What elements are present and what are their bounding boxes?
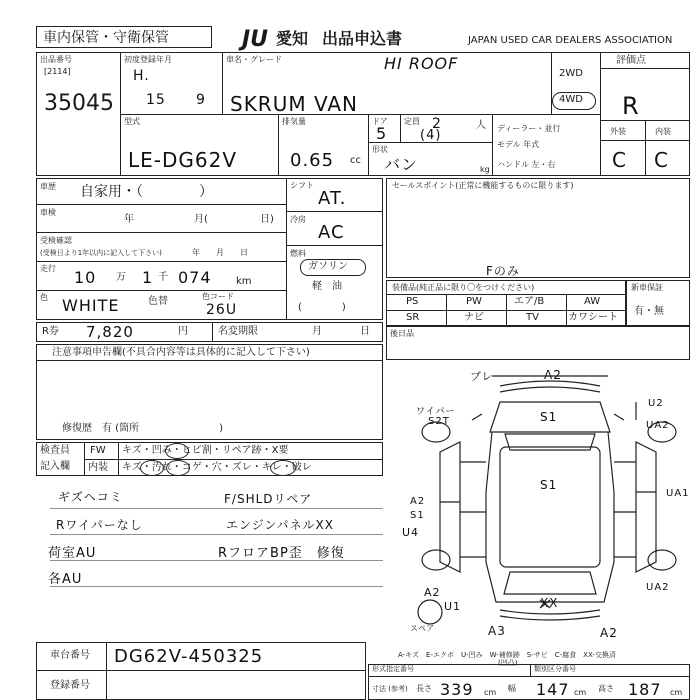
association-name: JAPAN USED CAR DEALERS ASSOCIATION (468, 35, 673, 46)
inspector-int-label: 内装 (88, 462, 108, 473)
lot-label: 出品番号 (40, 55, 72, 64)
model-name: SKRUM VAN (230, 92, 359, 116)
capacity-unit: 人 (476, 120, 486, 131)
width-label: 幅 (508, 684, 516, 693)
shape-number-label: 形式指定番号 (372, 665, 414, 673)
repair-history: 修復歴 有 (箇所 ) (62, 423, 223, 434)
mark-a2-left: A2 (410, 496, 426, 507)
fuel-label: 燃料 (290, 249, 306, 258)
rating-score: R (622, 92, 640, 120)
inspection-month: 月( (194, 214, 208, 225)
capacity-label: 定員 (404, 117, 420, 126)
reg-number-label: 登録番号 (50, 680, 90, 691)
remark-left-2: Rワイパーなし (56, 518, 143, 532)
length-label: 長さ (416, 684, 432, 693)
body-outline (486, 432, 614, 602)
height-value: 187 (628, 680, 662, 699)
rear-items-label: 後日品 (390, 329, 414, 338)
color-change: 色替 (148, 296, 168, 307)
color-value: WHITE (62, 296, 120, 315)
receive-label: 受検確認 (40, 236, 72, 245)
chassis-value: DG62V-450325 (114, 646, 264, 667)
brand-logo: JU (242, 27, 269, 52)
drive-4wd: 4WD (559, 94, 583, 105)
chassis-label: 車台番号 (50, 650, 90, 661)
handle-label: ハンドル 左・右 (497, 160, 556, 169)
displacement-unit: cc (350, 155, 361, 166)
name-change-month: 月 (312, 326, 322, 337)
ac-value: AC (318, 222, 345, 243)
inspection-year: 年 (124, 214, 134, 225)
shift-value: AT. (318, 188, 347, 209)
registration-month: 9 (196, 92, 206, 108)
equipment-label: 装備品(純正品に限り〇をつけください) (392, 283, 535, 292)
equipment-seat: カワシート (568, 312, 618, 323)
usage-label: 車歴 (40, 182, 56, 191)
mileage-rest: 074 (178, 268, 212, 287)
equipment-pw: PW (466, 296, 482, 307)
r-ticket-unit: 円 (178, 326, 188, 337)
rating-ext: C (612, 148, 627, 172)
displacement-label: 排気量 (282, 117, 306, 126)
color-code: 26U (206, 302, 238, 318)
usage-value: 自家用・（ ） (80, 184, 213, 200)
fw-mark-circle (165, 443, 189, 459)
lot-sub: [2114] (44, 67, 71, 76)
remark-right-3: RフロアBP歪 修復 (218, 546, 345, 561)
roof (500, 447, 600, 567)
equipment-navi: ナビ (464, 312, 484, 323)
equipment-sr: SR (406, 312, 420, 323)
new-car-value: 有・無 (634, 306, 664, 317)
int-mark-circle-1 (140, 460, 164, 476)
mark-s1-top: S1 (540, 410, 558, 424)
mark-s1-left: S1 (410, 510, 425, 521)
mark-u2-right: U2 (648, 398, 664, 409)
capacity-kg: kg (480, 165, 490, 174)
doors-value: 5 (376, 124, 388, 143)
width-unit: cm (574, 688, 587, 697)
r-ticket-value: 7,820 (86, 323, 134, 341)
inspection-label: 車検 (40, 208, 56, 217)
diagram-legend-2: (凹凸) (498, 659, 518, 667)
remark-left-1: ギズヘコミ (58, 490, 123, 504)
mark-s2t: S2T (428, 416, 450, 427)
int-mark-circle-2 (166, 460, 190, 476)
equipment-aw: AW (584, 296, 601, 307)
length-unit: cm (484, 688, 497, 697)
wheel-rear-right (648, 550, 676, 570)
remark-right-1: F/SHLDリペア (224, 492, 313, 506)
diagram-legend: A-キズ E-エクボ U-凹み W-補修跡 S-サビ C-腐食 XX-交換済 (398, 651, 616, 659)
new-car-label: 新車保証 (631, 283, 663, 292)
equipment-airbag: エア/B (514, 296, 545, 307)
height-unit: cm (670, 688, 683, 697)
color-label: 色 (40, 293, 48, 302)
color-code-label: 色コード (202, 292, 234, 301)
inspector-fw: FW (90, 445, 106, 456)
height-label: 高さ (598, 684, 614, 693)
r-ticket-label: R券 (42, 326, 59, 337)
custody-label: 車内保管・守衛保管 (43, 30, 169, 46)
registration-era: H. (133, 68, 150, 84)
mark-ua2-lower: UA2 (646, 582, 670, 593)
form-title: 出品申込書 (322, 29, 403, 48)
lot-number: 35045 (44, 91, 114, 116)
model-label: 車名・グレード (226, 55, 282, 64)
shift-label: シフト (290, 181, 314, 190)
fuel-gas: ガソリン (308, 261, 348, 272)
fuel-diesel: 軽 油 (312, 281, 342, 292)
rating-int: C (654, 148, 669, 172)
rating-int-label: 内装 (655, 127, 671, 136)
class-number-label: 類別区分番号 (534, 665, 576, 673)
sales-point-label: セールスポイント(正常に機能するものに限ります) (392, 181, 574, 190)
mark-s1-mid: S1 (540, 478, 558, 492)
type-label: 型式 (124, 117, 140, 126)
mark-u1: U1 (444, 600, 462, 613)
mileage-thousands: 1 (142, 268, 154, 287)
name-change-day: 日 (360, 326, 370, 337)
dealer-label: ディーラー・並行 (497, 124, 561, 133)
mark-ua2-right: UA2 (646, 420, 670, 431)
sales-point-section (386, 178, 690, 278)
wheel-rear-left (422, 550, 450, 570)
spare-label: スペア (410, 624, 434, 633)
drive-2wd: 2WD (559, 68, 583, 79)
mark-a2-bottom: A2 (600, 626, 618, 640)
mileage-man: 10 (74, 268, 97, 287)
rear-bumper (500, 610, 600, 614)
mileage-label: 走行 (40, 264, 56, 273)
shape-value: バン (384, 155, 419, 174)
mark-top-a2: A2 (544, 368, 562, 382)
registration-label: 初度登録年月 (124, 55, 172, 64)
equipment-ps: PS (406, 296, 419, 307)
model-year-label: モデル 年式 (497, 140, 540, 149)
size-label: 寸法 (参考) (372, 685, 408, 693)
inspector-int-items: キズ・汚れ・コゲ・穴・ズレ・キレ・破レ (122, 462, 312, 473)
mark-ua1-right: UA1 (666, 488, 690, 499)
model-grade: HI ROOF (384, 54, 459, 73)
fuel-other: ( ) (298, 302, 346, 313)
displacement-value: 0.65 (290, 150, 335, 171)
mileage-unit1: 万 (116, 272, 126, 283)
mark-xx: XX (540, 596, 559, 610)
length-value: 339 (440, 680, 474, 699)
equipment-hand-note: Fのみ (486, 264, 520, 278)
ac-label: 冷房 (290, 215, 306, 224)
receive-sign: 年 月 日 (192, 248, 248, 257)
type-value: LE-DG62V (128, 148, 238, 172)
mileage-unit2: 千 (158, 272, 168, 283)
capacity-sub: (4) (420, 128, 442, 143)
notes-label: 注意事項申告欄(不具合内容等は具体的に記入して下さい) (52, 347, 310, 358)
mark-a3: A3 (488, 624, 506, 638)
rating-label: 評価点 (616, 55, 646, 66)
mark-wiper: ワイパー (416, 407, 456, 417)
remark-left-4: 各AU (48, 572, 83, 587)
shape-label: 形状 (372, 145, 388, 154)
registration-year: 15 (146, 92, 166, 108)
doors-label: ドア (372, 117, 388, 126)
mark-a2-lower-left: A2 (424, 586, 441, 599)
width-value: 147 (536, 680, 570, 699)
int-mark-circle-3 (270, 460, 296, 476)
inspector-fw-items: キズ・凹み・ヒビ割・リペア跡・X要 (122, 445, 289, 456)
rear-items-box (386, 326, 690, 360)
inspector-label: 検査員 (40, 445, 70, 456)
capacity-value: 2 (432, 116, 442, 132)
name-change-label: 名変期限 (218, 326, 258, 337)
mark-u4-left: U4 (402, 526, 420, 539)
rating-ext-label: 外装 (610, 127, 626, 136)
left-side (440, 442, 460, 572)
brand-name: 愛知 (276, 29, 309, 48)
remark-right-2: エンジンパネルXX (226, 518, 335, 532)
mark-bure: ブレ (470, 370, 494, 383)
inspection-day: 日) (260, 214, 274, 225)
mileage-km: km (236, 276, 252, 287)
equipment-tv: TV (526, 312, 539, 323)
spare-tire (418, 600, 442, 624)
receive-note: (受検日より1年以内に記入して下さい) (40, 249, 162, 257)
remark-left-3: 荷室AU (48, 546, 97, 561)
inspector-entry-label: 記入欄 (40, 461, 70, 472)
custody-box (36, 26, 212, 48)
